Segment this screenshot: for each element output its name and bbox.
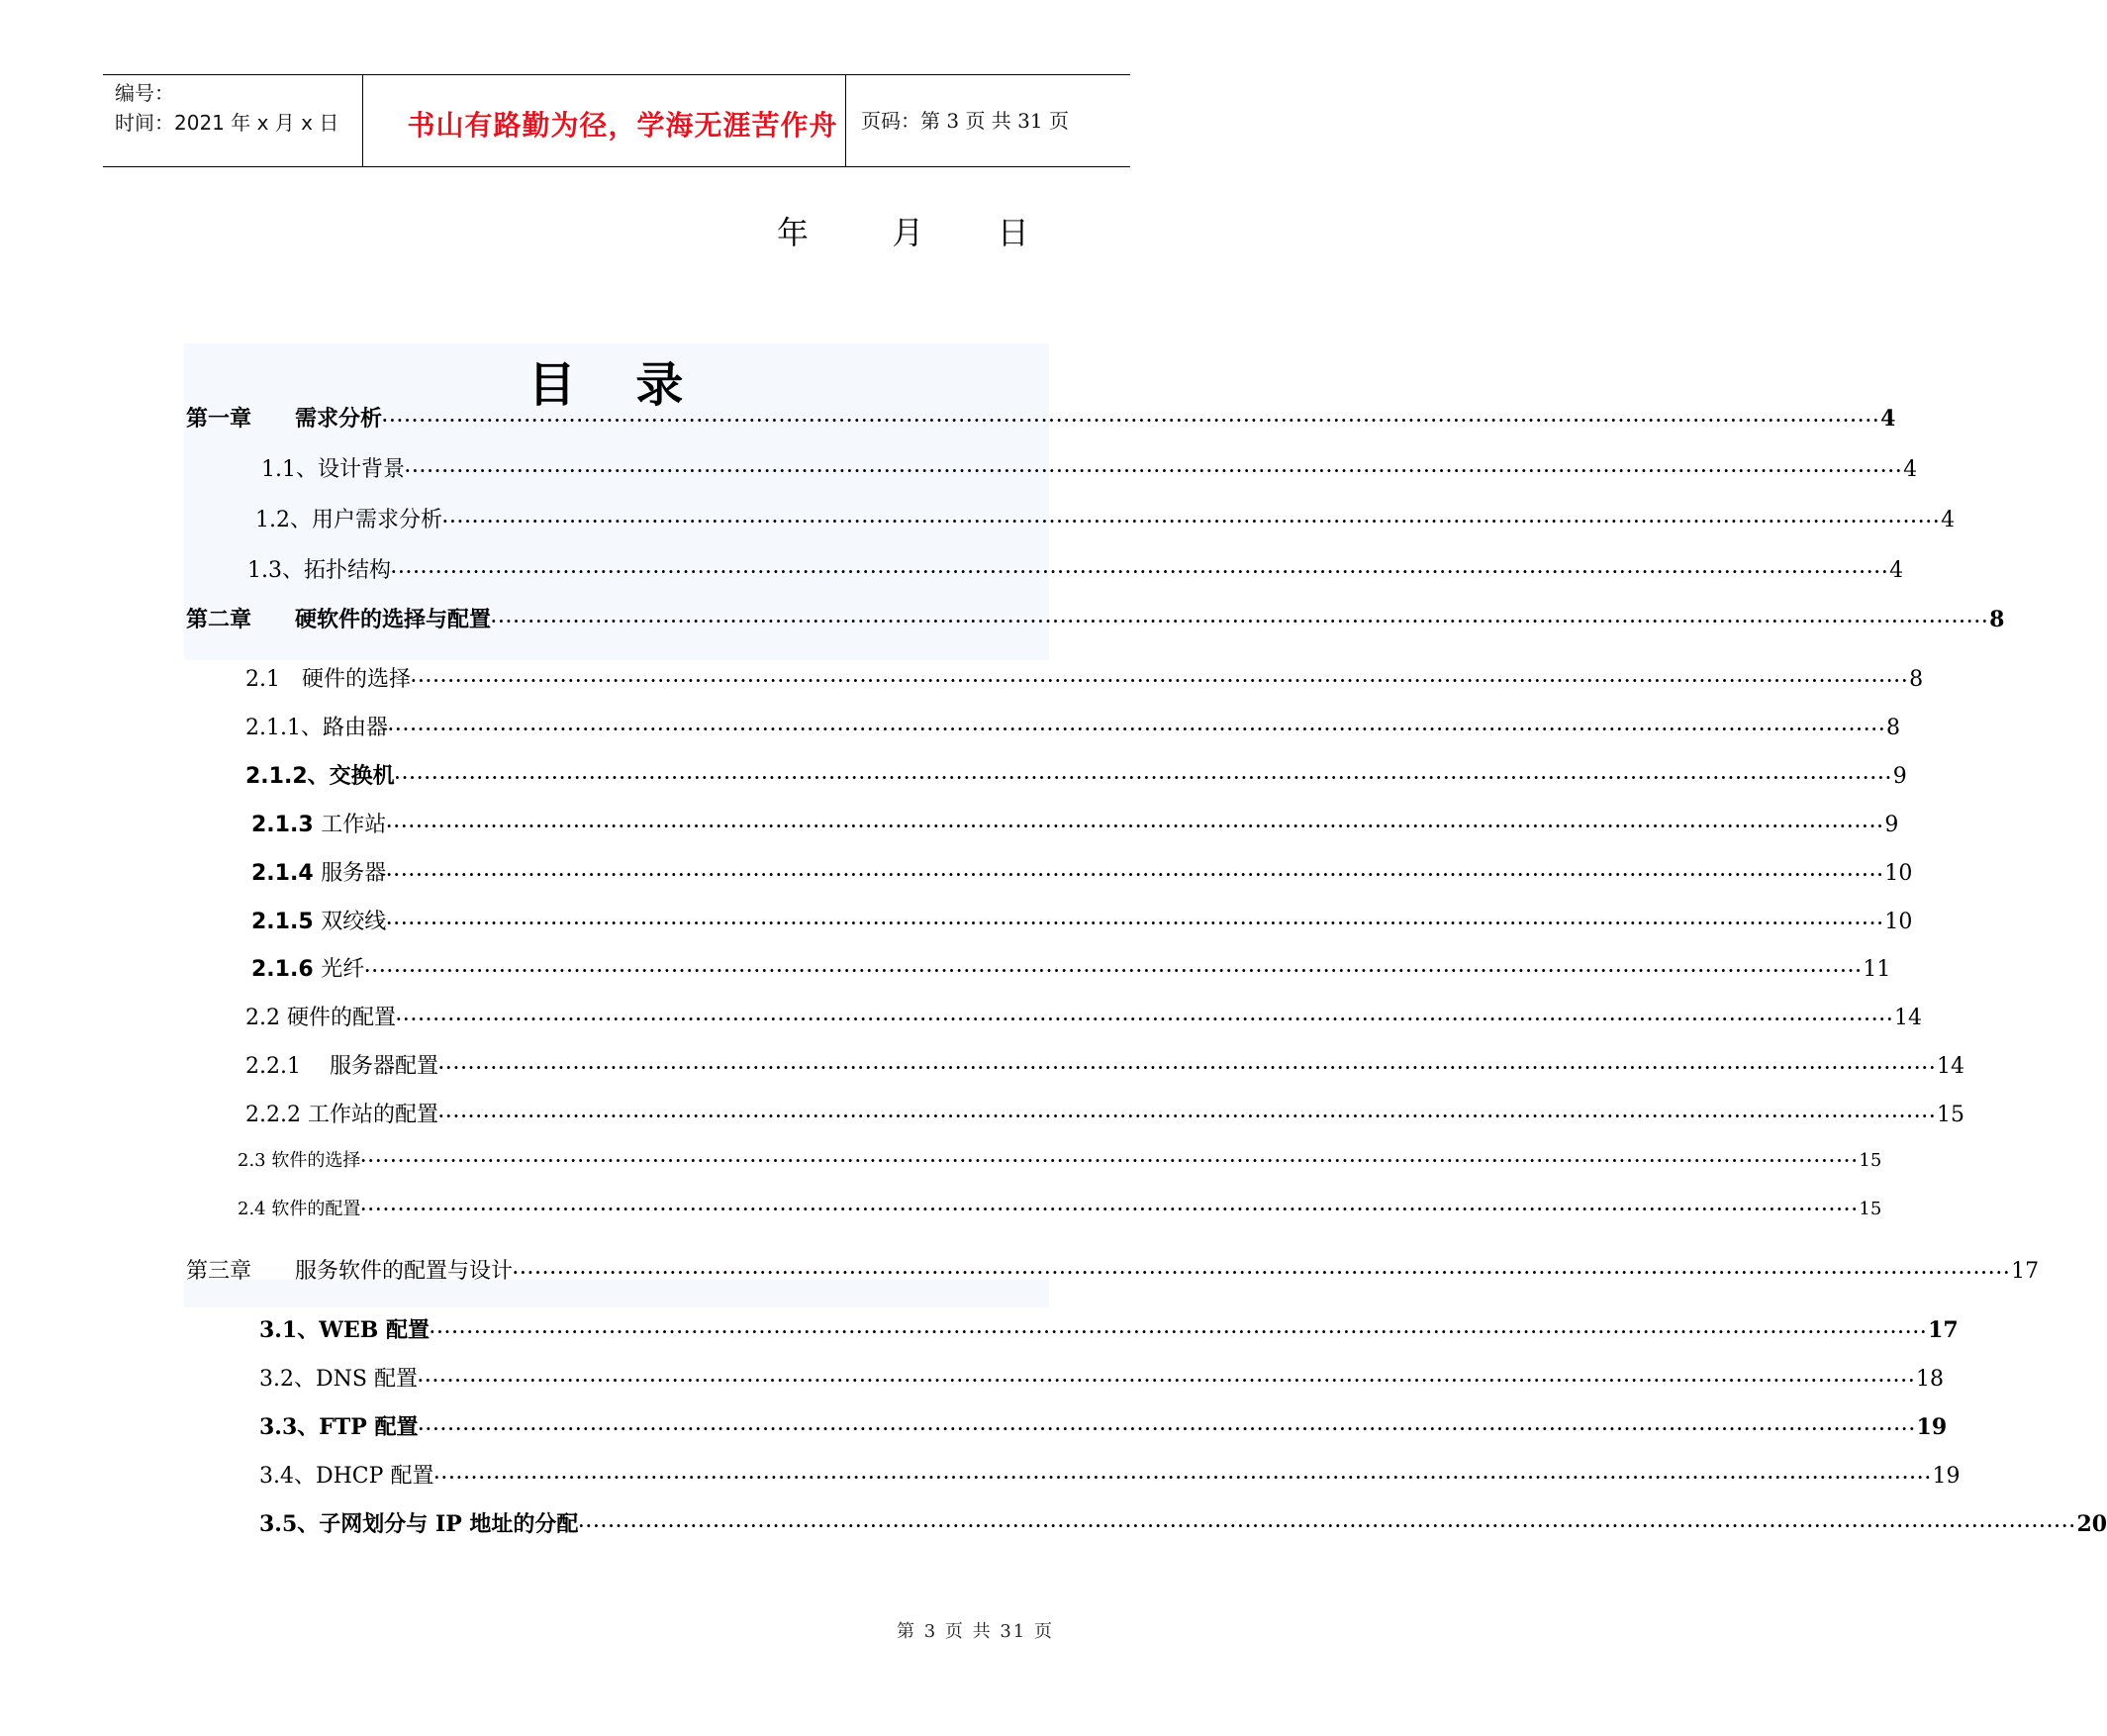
header-top-rule [103, 74, 1130, 75]
toc-entry[interactable] [251, 952, 1891, 983]
toc-leader-dots: ········································································································································································································ [386, 914, 1885, 932]
toc-leader-dots: ········································································································································································································ [430, 1322, 1929, 1341]
toc-leader-dots: ········································································································································································································ [364, 961, 1864, 980]
page-footer: 第 3 页 共 31 页 [897, 1621, 1054, 1642]
toc-leader-dots: ········································································································································································································ [433, 1468, 1933, 1487]
toc-entry-page: 9 [1884, 813, 1899, 837]
toc-entry[interactable] [259, 1507, 2107, 1538]
toc-leader-dots: ········································································································································································································ [391, 562, 1890, 581]
toc-entry-page: 11 [1863, 957, 1891, 982]
date-year: 年 [777, 214, 810, 251]
toc-entry-label: 2.1 硬件的选择 [245, 667, 411, 692]
toc-entry-label: 第三章 服务软件的配置与设计 [186, 1259, 514, 1284]
toc-entry-label: 2.1.1、路由器 [245, 716, 388, 740]
toc-entry[interactable] [245, 1098, 1965, 1128]
toc-entry[interactable] [251, 808, 1899, 838]
toc-entry[interactable] [238, 1146, 1882, 1172]
toc-entry[interactable] [245, 711, 1901, 741]
toc-entry-page: 8 [1909, 667, 1924, 692]
toc-entry-page: 14 [1937, 1054, 1965, 1079]
toc-entry[interactable] [238, 1195, 1882, 1220]
toc-entry-label: 2.1.5 双绞线 [251, 910, 387, 934]
header-meta [115, 78, 338, 138]
toc-entry[interactable] [245, 759, 1907, 790]
toc-entry[interactable] [247, 553, 1904, 584]
header-page-info: 页码：第 3 页 共 31 页 [861, 109, 1069, 133]
toc-leader-dots: ········································································································································································································ [437, 1058, 1938, 1077]
number-label: 编号： [115, 81, 174, 105]
toc-entry[interactable] [259, 1410, 1948, 1441]
toc-entry[interactable] [245, 1049, 1965, 1080]
toc-entry[interactable] [245, 1001, 1923, 1031]
toc-entry-page: 17 [1928, 1317, 1959, 1343]
toc-entry-label: 3.3、FTP 配置 [259, 1414, 419, 1440]
toc-entry-page: 18 [1916, 1367, 1945, 1392]
toc-leader-dots: ········································································································································································································ [386, 865, 1885, 884]
toc-title: 目 录 [527, 357, 706, 413]
header-bottom-rule [103, 166, 1130, 167]
toc-leader-dots: ········································································································································································································ [418, 1419, 1917, 1438]
toc-leader-dots: ········································································································································································································ [442, 512, 1942, 530]
toc-entry[interactable] [251, 856, 1913, 887]
toc-entry-label: 3.5、子网划分与 IP 地址的分配 [259, 1511, 579, 1537]
toc-leader-dots: ········································································································································································································ [386, 817, 1885, 835]
toc-entry[interactable] [186, 1254, 2040, 1285]
toc-entry-label: 3.4、DHCP 配置 [259, 1464, 434, 1489]
toc-leader-dots: ········································································································································································································ [437, 1107, 1938, 1125]
toc-leader-dots: ········································································································································································································ [578, 1516, 2077, 1535]
toc-entry-page: 10 [1884, 910, 1913, 934]
toc-entry-label: 2.2 硬件的配置 [245, 1006, 396, 1030]
toc-leader-dots: ········································································································································································································ [360, 1200, 1860, 1218]
toc-entry[interactable] [255, 503, 1956, 533]
toc-entry-page: 20 [2076, 1511, 2107, 1537]
date-day: 日 [997, 214, 1029, 251]
time-label: 时间：2021 年 x 月 x 日 [115, 111, 339, 135]
toc-entry-label: 2.2.1 服务器配置 [245, 1054, 438, 1079]
toc-leader-dots: ········································································································································································································ [513, 1263, 2012, 1282]
toc-entry-page: 15 [1859, 1199, 1882, 1219]
toc-entry[interactable] [259, 1313, 1959, 1344]
toc-entry-page: 9 [1892, 764, 1907, 789]
toc-entry-page: 4 [1903, 457, 1918, 482]
toc-entry[interactable] [186, 402, 1896, 433]
toc-entry-label: 1.3、拓扑结构 [247, 558, 391, 583]
date-month: 月 [892, 214, 924, 251]
toc-entry-label: 2.1.3 工作站 [251, 813, 387, 837]
toc-entry-label: 2.4 软件的配置 [238, 1199, 361, 1219]
document-header [103, 74, 1130, 167]
toc-entry-page: 14 [1894, 1006, 1923, 1030]
toc-leader-dots: ········································································································································································································ [382, 411, 1881, 430]
toc-entry-page: 4 [1889, 558, 1904, 583]
toc-entry[interactable] [251, 905, 1913, 935]
toc-entry-page: 15 [1859, 1150, 1882, 1171]
toc-leader-dots: ········································································································································································································ [491, 612, 1990, 630]
toc-leader-dots: ········································································································································································································ [411, 671, 1910, 690]
toc-entry[interactable] [245, 662, 1924, 693]
header-motto: 书山有路勤为径，学海无涯苦作舟 [407, 109, 838, 142]
toc-entry[interactable] [259, 1459, 1961, 1490]
header-divider-left [362, 74, 363, 167]
toc-entry[interactable] [186, 603, 2005, 633]
toc-entry-page: 15 [1937, 1103, 1965, 1127]
toc-entry-page: 19 [1932, 1464, 1961, 1489]
toc-entry-page: 4 [1941, 508, 1956, 532]
toc-entry-page: 4 [1880, 406, 1896, 432]
toc-leader-dots: ········································································································································································································ [387, 720, 1887, 738]
toc-entry-label: 2.3 软件的选择 [238, 1150, 361, 1171]
toc-entry-label: 2.1.4 服务器 [251, 861, 387, 886]
toc-leader-dots: ········································································································································································································ [417, 1371, 1917, 1390]
toc-entry-label: 2.2.2 工作站的配置 [245, 1103, 438, 1127]
toc-entry-label: 1.2、用户需求分析 [255, 508, 442, 532]
toc-entry-label: 第一章 需求分析 [186, 406, 383, 432]
toc-entry-label: 3.1、WEB 配置 [259, 1317, 431, 1343]
toc-entry-label: 第二章 硬软件的选择与配置 [186, 607, 492, 632]
toc-leader-dots: ········································································································································································································ [395, 1010, 1895, 1028]
toc-entry[interactable] [259, 1362, 1945, 1393]
toc-entry-page: 8 [1989, 607, 2005, 632]
toc-leader-dots: ········································································································································································································ [360, 1151, 1860, 1170]
toc-entry-page: 19 [1916, 1414, 1948, 1440]
toc-entry-page: 17 [2011, 1259, 2040, 1284]
toc-entry-page: 8 [1886, 716, 1901, 740]
toc-entry-label: 2.1.2、交换机 [245, 764, 395, 789]
toc-entry-label: 1.1、设计背景 [261, 457, 405, 482]
toc-entry-label: 2.1.6 光纤 [251, 957, 365, 982]
date-line [777, 208, 1029, 253]
toc-leader-dots: ········································································································································································································ [394, 768, 1893, 787]
toc-leader-dots: ········································································································································································································ [405, 461, 1904, 480]
toc-entry[interactable] [261, 452, 1918, 483]
toc-entry-label: 3.2、DNS 配置 [259, 1367, 418, 1392]
toc-entry-page: 10 [1884, 861, 1913, 886]
